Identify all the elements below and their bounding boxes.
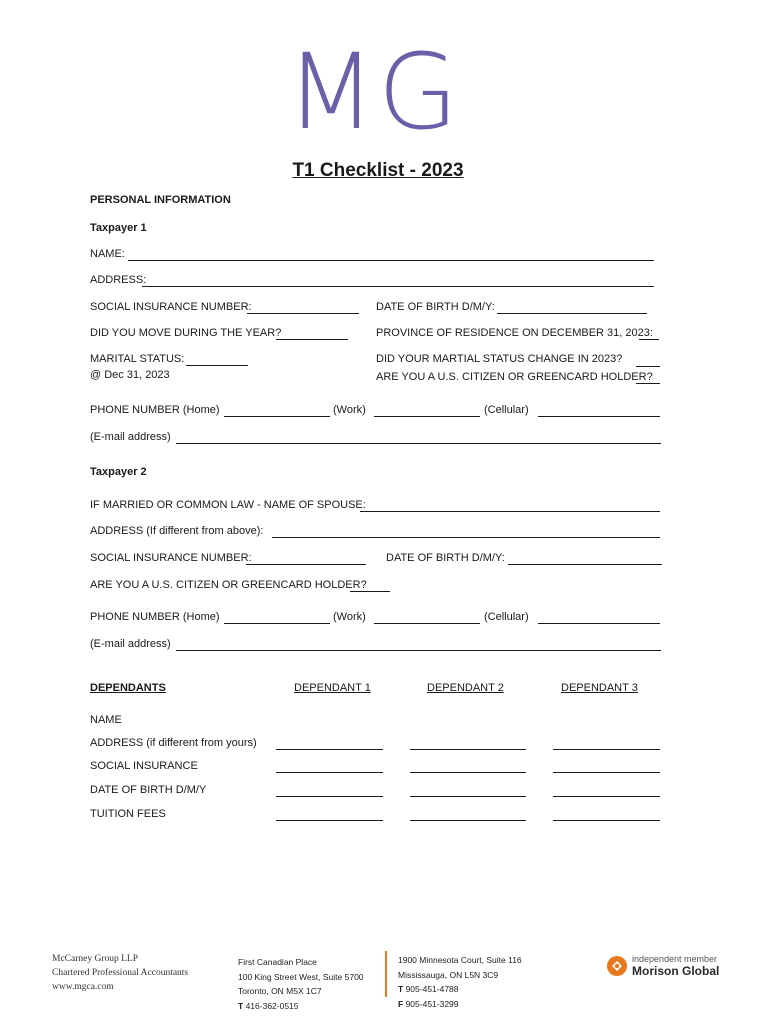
- taxpayer1-name-label: NAME:: [90, 248, 125, 260]
- footer-office2-line2: Mississauga, ON L5N 3C9: [398, 969, 499, 980]
- dependants-row-name: NAME: [90, 714, 122, 726]
- taxpayer1-phone-home-field[interactable]: [224, 416, 330, 417]
- dependant-3-field[interactable]: [553, 749, 660, 750]
- taxpayer1-sin-field[interactable]: [247, 313, 359, 314]
- taxpayer1-phone-cell-field[interactable]: [538, 416, 660, 417]
- footer-office2-phone: 905-451-4788: [405, 984, 459, 994]
- morison-global-name: Morison Global: [632, 964, 720, 978]
- footer-firm: [52, 952, 188, 994]
- taxpayer2-dob-field[interactable]: [508, 564, 662, 565]
- taxpayer1-phone-cell-label: (Cellular): [484, 404, 529, 416]
- dependant-1-field[interactable]: [276, 749, 383, 750]
- taxpayer1-email-label: (E-mail address): [90, 431, 171, 443]
- taxpayer1-marital-field[interactable]: [186, 365, 248, 366]
- taxpayer2-citizen-field[interactable]: [350, 591, 390, 592]
- taxpayer2-phone-cell-label: (Cellular): [484, 611, 529, 623]
- section-personal-information: PERSONAL INFORMATION: [90, 194, 231, 206]
- dependant-1-field[interactable]: [276, 820, 383, 821]
- taxpayer2-address-label: ADDRESS (If different from above):: [90, 525, 264, 537]
- taxpayer1-marital-change-label: DID YOUR MARTIAL STATUS CHANGE IN 2023?: [376, 353, 623, 365]
- footer-office2-phone-label: T: [398, 984, 404, 994]
- dependant-2-field[interactable]: [410, 772, 526, 773]
- taxpayer2-phone-cell-field[interactable]: [538, 623, 660, 624]
- footer-office1-phone-row: [238, 999, 364, 1014]
- dependant-2-field[interactable]: [410, 820, 526, 821]
- dependants-row-sin: SOCIAL INSURANCE: [90, 760, 198, 772]
- footer-office2-fax: 905-451-3299: [405, 998, 459, 1009]
- taxpayer2-address-field[interactable]: [272, 537, 660, 538]
- taxpayer1-phone-home-label: PHONE NUMBER (Home): [90, 404, 220, 416]
- taxpayer1-heading: Taxpayer 1: [90, 222, 147, 234]
- dependants-row-address: ADDRESS (if different from yours): [90, 737, 257, 749]
- taxpayer1-sin-label: SOCIAL INSURANCE NUMBER:: [90, 301, 252, 313]
- taxpayer2-citizen-label: ARE YOU A U.S. CITIZEN OR GREENCARD HOLDER?: [90, 579, 367, 591]
- footer-office-mississauga: [398, 953, 522, 1011]
- dependant-2-field[interactable]: [410, 749, 526, 750]
- dependant-1-field[interactable]: [276, 796, 383, 797]
- footer-office1-line2: 100 King Street West, Suite 5700: [238, 971, 364, 982]
- dependant-3-field[interactable]: [553, 820, 660, 821]
- footer-office2-phone-row: [398, 982, 522, 997]
- footer-office1-phone: 416-362-0515: [245, 1000, 299, 1011]
- footer-office-toronto: [238, 955, 364, 1013]
- dependants-heading: DEPENDANTS: [90, 682, 166, 694]
- taxpayer1-phone-work-label: (Work): [333, 404, 366, 416]
- dependants-row-dob: DATE OF BIRTH D/M/Y: [90, 784, 207, 796]
- taxpayer2-phone-work-label: (Work): [333, 611, 366, 623]
- taxpayer2-email-field[interactable]: [176, 650, 661, 651]
- taxpayer2-sin-label: SOCIAL INSURANCE NUMBER:: [90, 552, 252, 564]
- taxpayer1-move-label: DID YOU MOVE DURING THE YEAR?: [90, 327, 282, 339]
- taxpayer2-phone-home-label: PHONE NUMBER (Home): [90, 611, 220, 623]
- footer-firm-name: McCarney Group LLP: [52, 954, 139, 964]
- mg-logo: MG: [286, 31, 461, 153]
- taxpayer2-spouse-field[interactable]: [360, 511, 660, 512]
- taxpayer1-citizen-field[interactable]: [636, 383, 660, 384]
- taxpayer1-dob-label: DATE OF BIRTH D/M/Y:: [376, 301, 495, 313]
- taxpayer2-dob-label: DATE OF BIRTH D/M/Y:: [386, 552, 505, 564]
- morison-global-icon: [606, 955, 628, 977]
- taxpayer1-phone-work-field[interactable]: [374, 416, 480, 417]
- taxpayer2-email-label: (E-mail address): [90, 638, 171, 650]
- dependant-3-field[interactable]: [553, 796, 660, 797]
- footer-office2-fax-label: F: [398, 998, 404, 1009]
- taxpayer2-phone-work-field[interactable]: [374, 623, 480, 624]
- taxpayer1-address-field[interactable]: [142, 286, 654, 287]
- taxpayer2-heading: Taxpayer 2: [90, 466, 147, 478]
- taxpayer2-spouse-label: IF MARRIED OR COMMON LAW - NAME OF SPOUSE:: [90, 499, 366, 511]
- footer-office2-line1: 1900 Minnesota Court, Suite 116: [398, 955, 522, 965]
- taxpayer1-address-label: ADDRESS:: [90, 274, 147, 286]
- footer-office1-phone-label: T: [238, 1000, 244, 1011]
- footer-office1-line3: Toronto, ON M5X 1C7: [238, 986, 322, 996]
- footer-office2-fax-row: [398, 997, 522, 1012]
- taxpayer1-province-field[interactable]: [639, 339, 659, 340]
- taxpayer1-marital-date: @ Dec 31, 2023: [90, 369, 170, 381]
- taxpayer1-citizen-label: ARE YOU A U.S. CITIZEN OR GREENCARD HOLDER?: [376, 371, 653, 383]
- dependant-3-field[interactable]: [553, 772, 660, 773]
- footer-firm-designation: Chartered Professional Accountants: [52, 968, 189, 978]
- taxpayer1-name-field[interactable]: [128, 260, 654, 261]
- dependant-3-heading: DEPENDANT 3: [561, 682, 638, 694]
- taxpayer1-dob-field[interactable]: [497, 313, 647, 314]
- footer-office1-line1: First Canadian Place: [238, 957, 317, 967]
- morison-member-text: independent member: [632, 954, 718, 964]
- taxpayer1-province-label: PROVINCE OF RESIDENCE ON DECEMBER 31, 2023:: [376, 327, 653, 339]
- taxpayer2-sin-field[interactable]: [246, 564, 366, 565]
- dependant-2-field[interactable]: [410, 796, 526, 797]
- dependant-1-field[interactable]: [276, 772, 383, 773]
- taxpayer2-phone-home-field[interactable]: [224, 623, 330, 624]
- dependant-2-heading: DEPENDANT 2: [427, 682, 504, 694]
- taxpayer1-email-field[interactable]: [176, 443, 661, 444]
- dependants-row-tuition: TUITION FEES: [90, 808, 166, 820]
- footer-divider: [385, 951, 387, 997]
- taxpayer1-move-field[interactable]: [276, 339, 348, 340]
- footer-firm-website[interactable]: www.mgca.com: [52, 982, 114, 992]
- taxpayer1-marital-label: MARITAL STATUS:: [90, 353, 185, 365]
- dependant-1-heading: DEPENDANT 1: [294, 682, 371, 694]
- page-title: T1 Checklist - 2023: [292, 160, 464, 181]
- taxpayer1-marital-change-field[interactable]: [636, 366, 660, 367]
